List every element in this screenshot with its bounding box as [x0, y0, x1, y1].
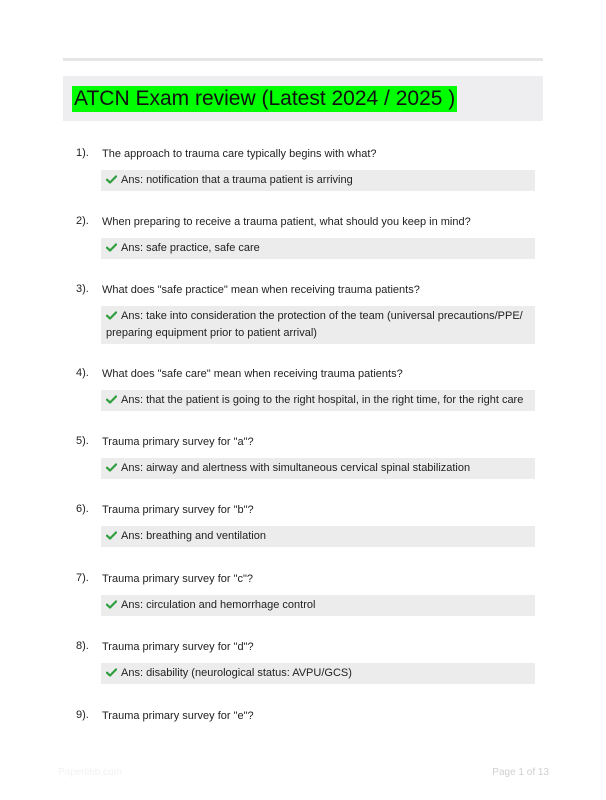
question-number: 4). [76, 367, 89, 379]
answer-box [101, 526, 535, 547]
question-number: 8). [76, 640, 89, 652]
answer-text: Ans: breathing and ventilation [121, 530, 266, 542]
answer-text-line-2: preparing equipment prior to patient arrival) [106, 327, 317, 339]
question-text: Trauma primary survey for "a"? [102, 436, 254, 448]
question-number: 7). [76, 572, 89, 584]
question-number: 1). [76, 147, 89, 159]
title-banner [63, 76, 543, 121]
question-text: The approach to trauma care typically begins with what? [102, 148, 377, 160]
check-icon [106, 311, 117, 320]
check-icon [106, 531, 117, 540]
question-number: 5). [76, 435, 89, 447]
question-text: When preparing to receive a trauma patient, what should you keep in mind? [102, 216, 471, 228]
question-number: 9). [76, 709, 89, 721]
answer-box [101, 458, 535, 479]
question-text: Trauma primary survey for "e"? [102, 710, 254, 722]
answer-box [101, 663, 535, 684]
question-number: 6). [76, 503, 89, 515]
answer-box [101, 238, 535, 259]
question-text: What does "safe care" mean when receiving trauma patients? [102, 368, 403, 380]
check-icon [106, 243, 117, 252]
answer-text: Ans: disability (neurological status: AVPU/GCS) [121, 667, 352, 679]
question-number: 2). [76, 215, 89, 227]
answer-text: Ans: notification that a trauma patient is arriving [121, 174, 353, 186]
answer-box [101, 170, 535, 191]
answer-box [101, 595, 535, 616]
top-divider [63, 58, 543, 61]
answer-text-line-1: Ans: take into consideration the protection of the team (universal precautions/PPE/ [121, 310, 523, 322]
check-icon [106, 668, 117, 677]
page-title: ATCN Exam review (Latest 2024 / 2025 ) [74, 87, 456, 110]
answer-text: Ans: airway and alertness with simultaneous cervical spinal stabilization [121, 462, 471, 474]
answer-box [101, 306, 535, 344]
question-text: Trauma primary survey for "c"? [102, 573, 254, 585]
footer-watermark: Paperlibb.com [58, 767, 122, 778]
answer-text: Ans: that the patient is going to the right hospital, in the right time, for the right care [121, 394, 524, 406]
check-icon [106, 600, 117, 609]
page-number: Page 1 of 13 [492, 767, 549, 778]
question-text: Trauma primary survey for "d"? [102, 641, 254, 653]
check-icon [106, 175, 117, 184]
answer-line [106, 308, 530, 325]
check-icon [106, 395, 117, 404]
question-text: Trauma primary survey for "b"? [102, 504, 254, 516]
answer-text: Ans: safe practice, safe care [121, 242, 260, 254]
question-text: What does "safe practice" mean when receiving trauma patients? [102, 284, 420, 296]
answer-text: Ans: circulation and hemorrhage control [121, 599, 316, 611]
check-icon [106, 463, 117, 472]
question-number: 3). [76, 283, 89, 295]
answer-box [101, 390, 535, 411]
